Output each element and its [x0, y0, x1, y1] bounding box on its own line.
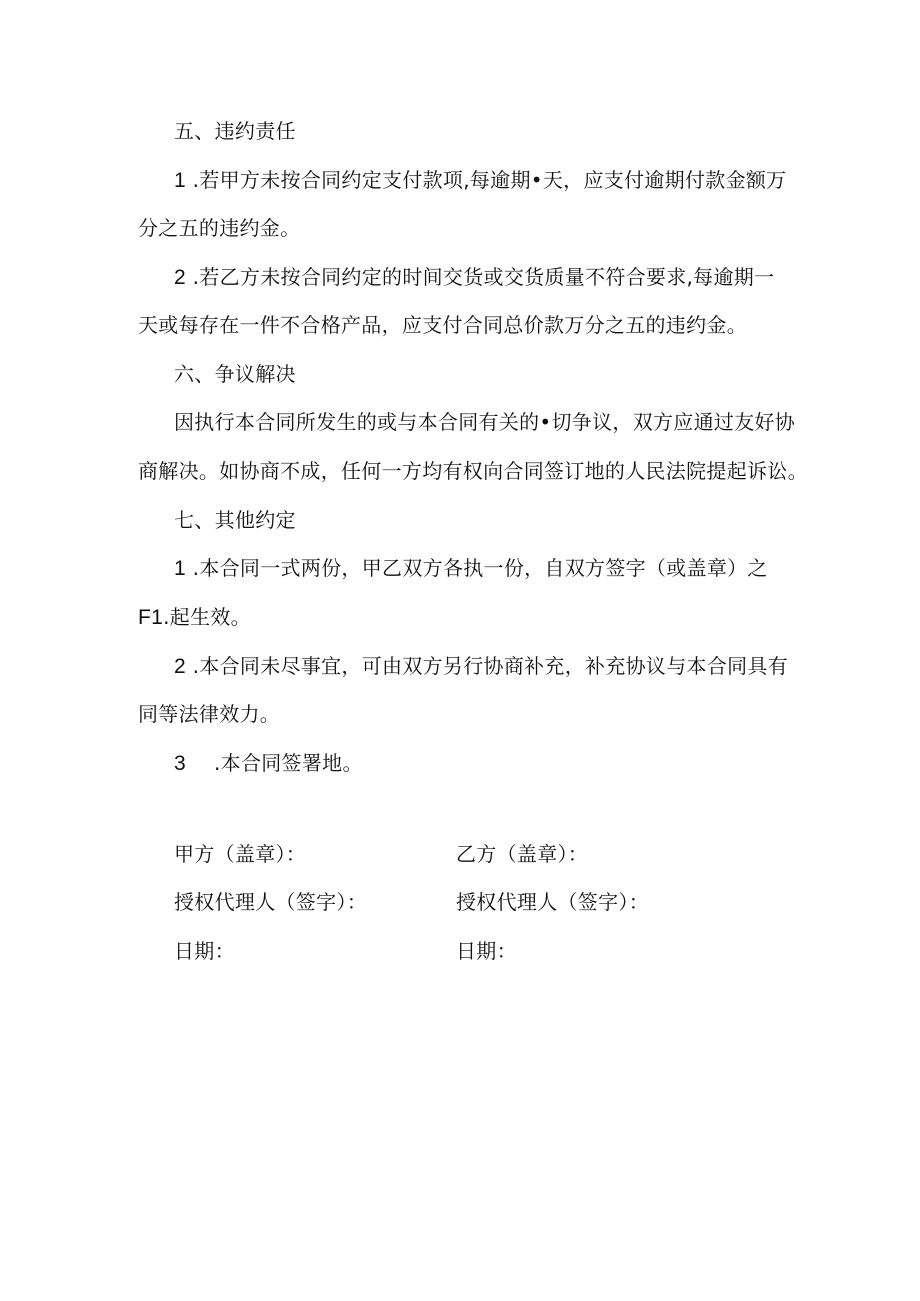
item-text: .本合同一式两份，甲乙双方各执一份，自双方签字（或盖章）之: [192, 556, 768, 580]
section-heading-dispute: 六、争议解决: [174, 362, 296, 386]
other-item-1-line-2: [138, 605, 251, 630]
item-number: 2: [174, 266, 186, 289]
item-number: 1: [174, 169, 186, 192]
other-item-2-line-2: 同等法律效力。: [138, 702, 281, 726]
item-number: 1: [174, 557, 186, 580]
item-number: 3: [174, 752, 186, 775]
item-text: .起生效。: [163, 605, 251, 629]
party-a-agent-label: 授权代理人（签字）：: [174, 890, 367, 914]
breach-item-1-line-1: [174, 168, 786, 193]
other-item-3: [174, 751, 363, 776]
section-heading-breach: 五、违约责任: [174, 119, 296, 143]
section-heading-other: 七、其他约定: [174, 508, 296, 532]
item-text: .本合同签署地。: [213, 751, 363, 775]
item-text: .若甲方未按合同约定支付款项,每逾期•天，应支付逾期付款金额万: [192, 168, 787, 192]
party-a-seal-label: 甲方（盖章）：: [174, 842, 307, 866]
breach-item-2-line-1: [174, 265, 774, 290]
breach-item-2-line-2: 天或每存在一件不合格产品，应支付合同总价款万分之五的违约金。: [138, 313, 747, 337]
party-b-seal-label: 乙方（盖章）：: [456, 842, 589, 866]
party-a-date-label: 日期：: [174, 939, 235, 963]
item-number: 2: [174, 655, 186, 678]
dispute-line-2: 商解决。如协商不成，任何一方均有权向合同签订地的人民法院提起诉讼。: [138, 459, 808, 483]
item-text: .若乙方未按合同约定的时间交货或交货质量不符合要求,每逾期一: [192, 265, 775, 289]
other-item-1-line-1: [174, 556, 768, 581]
other-item-2-line-1: [174, 654, 788, 679]
breach-item-1-line-2: 分之五的违约金。: [138, 216, 301, 240]
dispute-line-1: 因执行本合同所发生的或与本合同有关的•切争议，双方应通过友好协: [174, 410, 796, 434]
item-prefix: F1: [138, 606, 164, 629]
item-text: .本合同未尽事宜，可由双方另行协商补充，补充协议与本合同具有: [192, 654, 789, 678]
party-b-date-label: 日期：: [456, 939, 517, 963]
party-b-agent-label: 授权代理人（签字）：: [456, 890, 649, 914]
